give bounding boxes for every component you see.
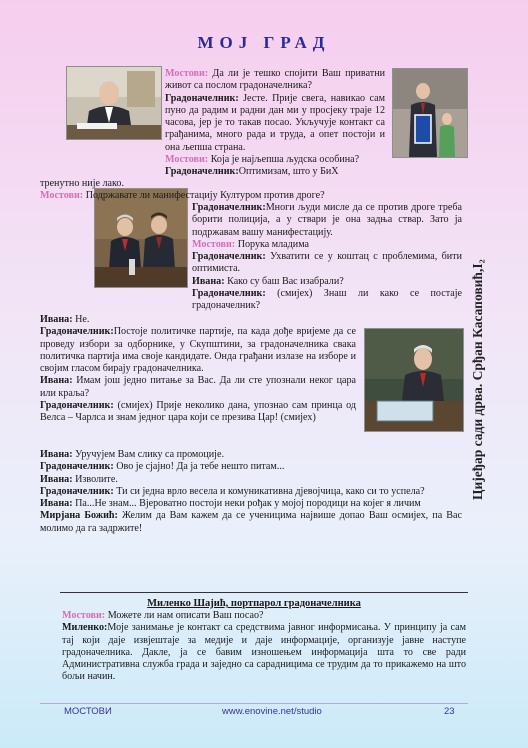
page-title: МОЈ ГРАД [197, 33, 331, 52]
answer-text: Ухватити се у коштац с проблемима, бити оптимиста. [192, 251, 462, 275]
footer-url: www.enovine.net/studio [222, 706, 322, 717]
answer-text: Постоје политичке партије, па када дође вријеме да се проведу избори за одборнике, у Скупштини, за градоначелника свака политичка партија има своје кандидате. Онда грађани излазе на изборе и својим гласом бирају градоначелника. [40, 326, 356, 375]
speaker-label: Мирјана Божић: [40, 510, 118, 522]
speaker-label: Градоначелник: [40, 461, 114, 473]
interview-block-2 [40, 178, 470, 203]
answer-text: Многи људи мисле да се против дроге треба борити полиција, а у ствари је она задња ствар. Зато ја подржавам вашу манифестацију. [192, 202, 462, 238]
footer-rule [40, 703, 468, 704]
speaker-label: Мостови: [40, 190, 84, 202]
speaker-label: Градоначелник: [40, 485, 114, 497]
answer-text: тренутно није лако. [40, 178, 124, 189]
interview-block-3 [192, 202, 462, 313]
speaker-label: Градоначелник: [40, 400, 114, 412]
photo-credit-vertical: Цијеђар сади дрва. Срђан Касаповић,I₂ [470, 259, 485, 500]
question-text: Која је најљепша људска особина? [208, 154, 360, 166]
page-number: 23 [444, 706, 455, 717]
speaker-label: Градоначелник: [192, 288, 266, 300]
speaker-label: Ивана: [40, 449, 73, 460]
answer-text: (смијех) Прије неколико дана, упознао сам принца од Велса – Чарлса и знам једног цара који се презива Цар! (смијех) [40, 400, 356, 424]
answer-text: Ти си једна врло весела и комуникативна дјевојчица, како си то успела? [113, 485, 425, 497]
speaker-label: Градоначелник: [165, 166, 239, 178]
speaker-label: Градоначелник: [40, 326, 114, 338]
speaker-label: Мостови: [192, 238, 236, 250]
question-text: Уручујем Вам слику са промоције. [72, 449, 224, 460]
mayor-signing-photo [364, 328, 464, 432]
answer-text: (смијех) Знаш ли како се постаје градоначелник? [192, 288, 462, 312]
question-text: Да ли је тешко спојити Ваш приватни живот са послом градоначелника? [165, 68, 385, 92]
question-text: Можете ли нам описати Ваш посао? [105, 610, 264, 621]
footer-magazine-name: МОСТОВИ [64, 706, 112, 717]
question-text: Како су баш Вас изабрали? [224, 275, 344, 287]
answer-text: Јесте. Прије свега, навикао сам пуно да радим и радни дан ми у просјеку траје 12 часова, јер је то такав посао. Укључује контакт са грађанима, много рада и труда, а опет постоји и она љепша страна. [165, 92, 385, 153]
answer-text: Оптимизам, што у БиХ [238, 166, 339, 178]
section-heading: Миленко Шајић, портпарол градоначелника [147, 598, 361, 609]
answer-text: Ово је сјајно! Да ја тебе нешто питам... [113, 461, 285, 473]
question-text: Изволите. [72, 473, 118, 485]
answer-text: Па...Не знам... Вјероватно постоји неки рођак у мојој породици на којег я личим [72, 498, 421, 510]
speaker-label: Ивана: [40, 498, 73, 510]
mayor-with-child-photo [392, 68, 468, 158]
mayor-and-spokesman-photo [94, 188, 188, 288]
question-text: Порука младима [235, 238, 309, 250]
speaker-label: Ивана: [40, 375, 73, 387]
speaker-label: Градоначелник: [192, 202, 266, 213]
question-text: Имам још једно питање за Вас. Да ли сте упознали неког цара или краља? [40, 375, 356, 399]
speaker-label: Мостови: [62, 610, 106, 621]
answer-text: Моје занимање је контакт са средствима јавног информисања. У принципу ја сам тај који даје извјештаје за медије и даје информације, организује јавне наступе градоначелника. Дакле, ја се бавим изношењем информација шта то све ради Административна служба града и заједно са сарадницима се трудим да то прикажемо на што бољи начин. [62, 622, 466, 683]
speaker-label: Градоначелник: [165, 92, 239, 104]
speaker-label: Градоначелник: [192, 251, 266, 263]
speaker-label: Мостови: [165, 68, 209, 79]
speaker-label: Ивана: [40, 314, 73, 325]
interview-block-5 [40, 449, 462, 535]
section-divider [60, 592, 468, 593]
mayor-at-desk-photo [66, 66, 162, 140]
speaker-label: Ивана: [40, 473, 73, 485]
question-text: Подржавате ли манифестацију Културом против дроге? [83, 190, 325, 202]
answer-text: Желим да Вам кажем да се ученицима највише допао Ваш осмијех, па Вас молимо да га задржите! [40, 510, 462, 534]
speaker-label: Миленко: [62, 622, 108, 634]
spokesman-interview [62, 610, 466, 684]
interview-block-1 [165, 68, 385, 179]
question-text: Не. [72, 314, 90, 325]
speaker-label: Мостови: [165, 154, 209, 166]
interview-block-4 [40, 314, 356, 425]
speaker-label: Ивана: [192, 275, 225, 287]
